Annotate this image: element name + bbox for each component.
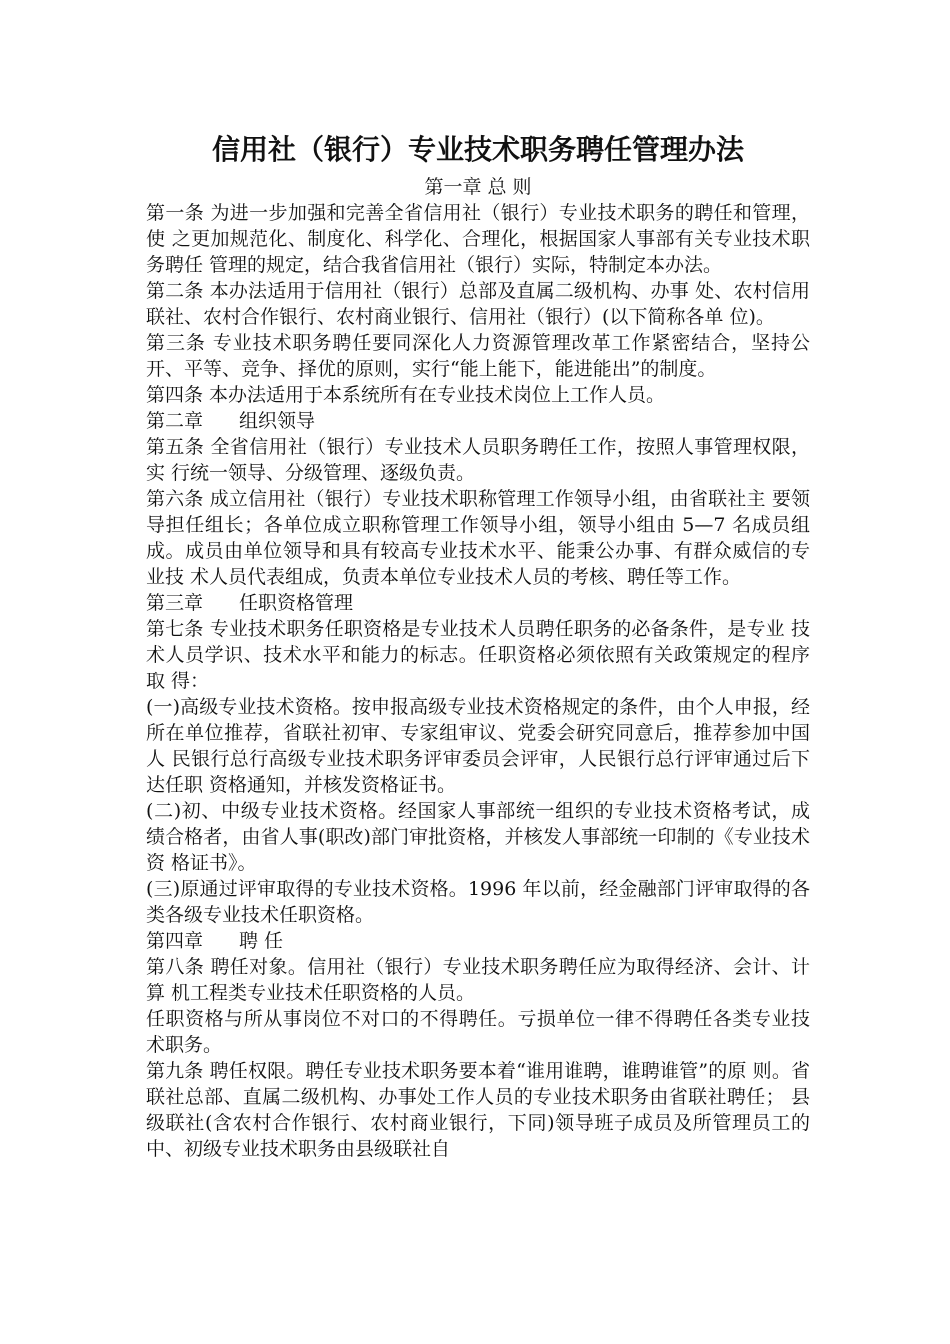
chapter-3-number: 第三章: [146, 592, 204, 614]
article-1: 第一条 为进一步加强和完善全省信用社（银行）专业技术职务的聘任和管理，使 之更加规范化、制度化、科学化、合理化，根据国家人事部有关专业技术职务聘任 管理的规定，结合我省信用社（银行）实际，特制定本办法。: [146, 202, 810, 276]
chapter-2-heading: [146, 408, 810, 434]
chapter-4-heading: [146, 928, 810, 954]
article-3: 第三条 专业技术职务聘任要同深化人力资源管理改革工作紧密结合，坚持公 开、平等、竞争、择优的原则，实行“能上能下，能进能出”的制度。: [146, 332, 810, 380]
article-8-continued: 任职资格与所从事岗位不对口的不得聘任。亏损单位一律不得聘任各类专业技 术职务。: [146, 1008, 810, 1056]
article-6: 第六条 成立信用社（银行）专业技术职称管理工作领导小组，由省联社主 要领导担任组长；各单位成立职称管理工作领导小组，领导小组由 5—7 名成员组 成。成员由单位领导和具有较高专业技术水平、能秉公办事、有群众威信的专业技 术人员代表组成，负责本单位专业技术人员的考核、聘任等工作。: [146, 488, 810, 588]
article-7-item-1: (一)高级专业技术资格。按申报高级专业技术资格规定的条件，由个人申报，经所在单位推荐，省联社初审、专家组审议、党委会研究同意后，推荐参加中国人 民银行总行高级专业技术职务评审委员会评审，人民银行总行评审通过后下达任职 资格通知，并核发资格证书。: [146, 696, 810, 796]
chapter-2-name: 组织领导: [239, 410, 316, 432]
chapter-4-number: 第四章: [146, 930, 204, 952]
document-title: 信用社（银行）专业技术职务聘任管理办法: [211, 133, 744, 166]
article-7-item-3: (三)原通过评审取得的专业技术资格。1996 年以前，经金融部门评审取得的各 类各级专业技术任职资格。: [146, 878, 810, 926]
article-5: 第五条 全省信用社（银行）专业技术人员职务聘任工作，按照人事管理权限，实 行统一领导、分级管理、逐级负责。: [146, 436, 810, 484]
chapter-3-name: 任职资格管理: [239, 592, 354, 614]
article-9: 第九条 聘任权限。聘任专业技术职务要本着“谁用谁聘，谁聘谁管”的原 则。省联社总部、直属二级机构、办事处工作人员的专业技术职务由省联社聘任； 县级联社(含农村合作银行、农村商业银行，下同)领导班子成员及所管理员工的 中、初级专业技术职务由县级联社自: [146, 1060, 810, 1160]
chapter-1-heading: 第一章 总 则: [424, 176, 532, 198]
article-4: 第四条 本办法适用于本系统所有在专业技术岗位上工作人员。: [146, 384, 666, 406]
chapter-3-heading: [146, 590, 810, 616]
article-8: 第八条 聘任对象。信用社（银行）专业技术职务聘任应为取得经济、会计、计算 机工程类专业技术任职资格的人员。: [146, 956, 810, 1004]
article-7: 第七条 专业技术职务任职资格是专业技术人员聘任职务的必备条件，是专业 技术人员学识、技术水平和能力的标志。任职资格必须依照有关政策规定的程序取 得：: [146, 618, 810, 692]
article-2: 第二条 本办法适用于信用社（银行）总部及直属二级机构、办事 处、农村信用联社、农村合作银行、农村商业银行、信用社（银行）(以下简称各单 位)。: [146, 280, 810, 328]
chapter-2-number: 第二章: [146, 410, 204, 432]
article-7-item-2: (二)初、中级专业技术资格。经国家人事部统一组织的专业技术资格考试，成 绩合格者，由省人事(职改)部门审批资格，并核发人事部统一印制的《专业技术资 格证书》。: [146, 800, 810, 874]
chapter-4-name: 聘 任: [239, 930, 284, 952]
document-body: [146, 128, 810, 1162]
